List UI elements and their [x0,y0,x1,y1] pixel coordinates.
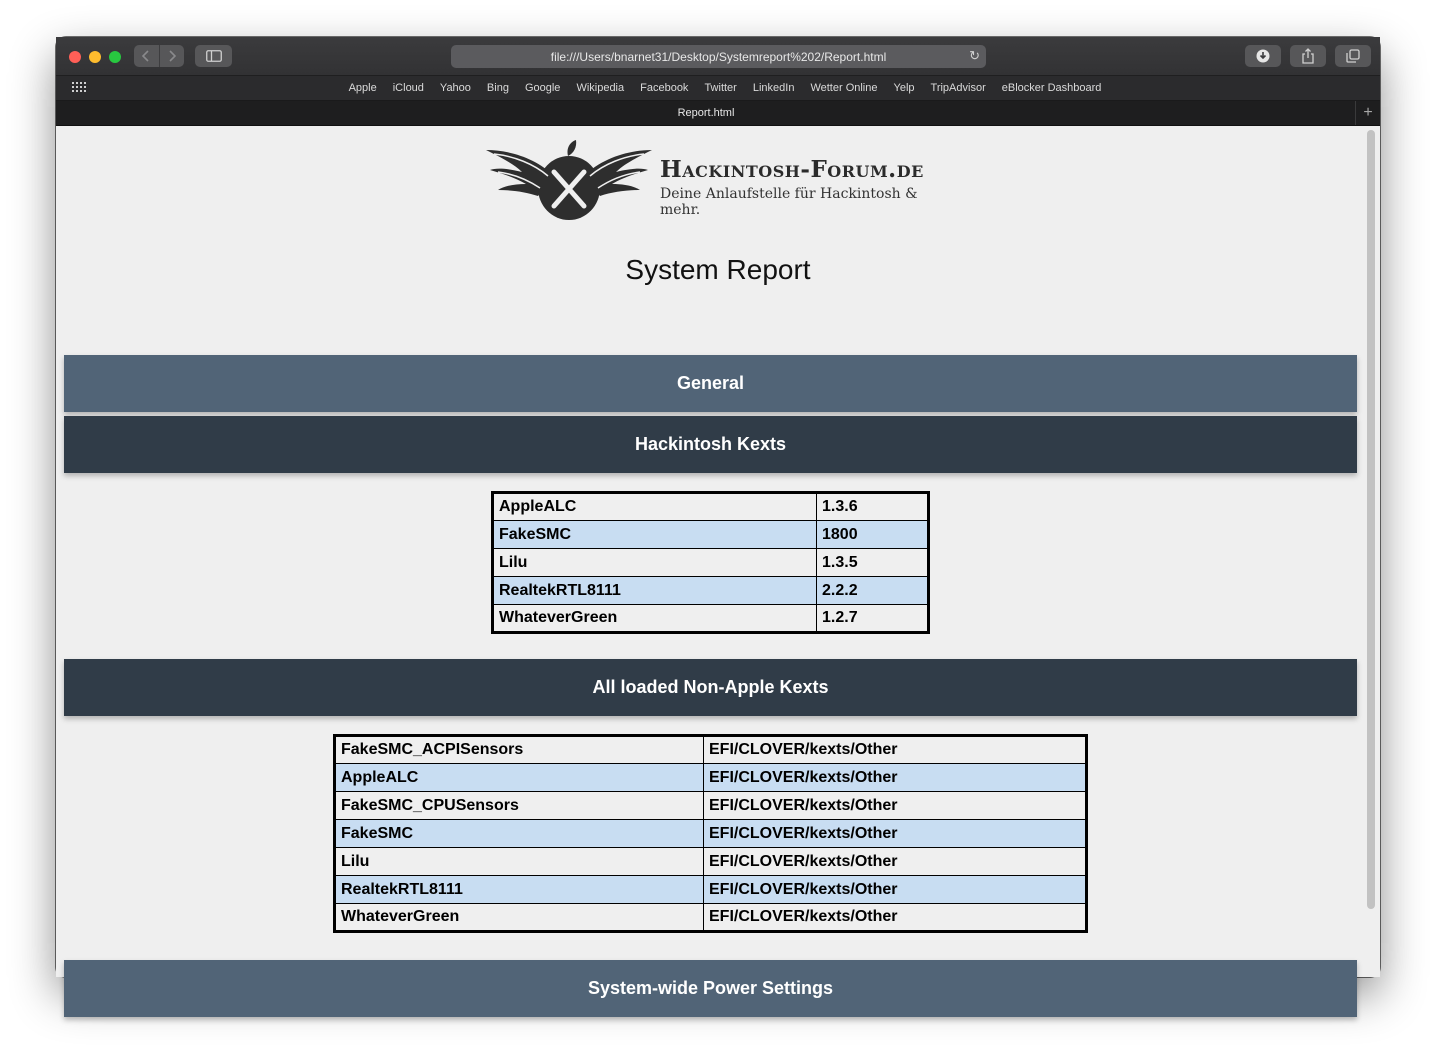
downloads-button[interactable] [1245,45,1281,67]
logo-subtitle: Deine Anlaufstelle für Hackintosh & mehr. [660,186,918,218]
forum-logo [484,136,934,222]
kext-path: EFI/CLOVER/kexts/Other [704,820,1087,848]
favorites-bar [56,76,1380,101]
winged-apple-logo-icon [484,136,654,222]
kext-name: RealtekRTL8111 [493,577,817,605]
table-row [335,848,1087,876]
download-icon [1256,49,1270,63]
sidebar-icon [206,50,222,62]
sidebar-toggle-button[interactable] [195,45,232,67]
tabs-overview-icon [1346,49,1360,63]
favorite-link[interactable]: eBlocker Dashboard [1001,82,1102,94]
kext-name: FakeSMC [493,521,817,549]
chevron-left-icon [142,50,150,62]
title-bar [56,37,1380,76]
table-row [493,493,929,521]
kext-path: EFI/CLOVER/kexts/Other [704,792,1087,820]
section-label: General [676,373,745,393]
section-general[interactable] [64,355,1357,412]
section-label: All loaded Non-Apple Kexts [592,677,829,697]
kext-path: EFI/CLOVER/kexts/Other [704,904,1087,932]
back-button[interactable] [134,45,159,67]
favorite-link[interactable]: Google [524,82,561,94]
section-label: Hackintosh Kexts [634,434,787,454]
kext-path: EFI/CLOVER/kexts/Other [704,876,1087,904]
forward-button[interactable] [159,45,185,67]
favorites-list [56,76,1380,100]
close-window-button[interactable] [69,51,81,63]
tab-bar [56,101,1380,126]
kext-name: FakeSMC_CPUSensors [335,792,704,820]
favorite-link[interactable]: TripAdvisor [930,82,986,94]
kext-version: 1.2.7 [817,605,929,633]
favorite-link[interactable]: Wetter Online [810,82,878,94]
share-icon [1301,48,1315,64]
favorite-link[interactable]: LinkedIn [752,82,795,94]
page-content [56,126,1380,998]
table-row [335,904,1087,932]
kext-path: EFI/CLOVER/kexts/Other [704,736,1087,764]
page-title: System Report [625,254,811,285]
section-power-settings[interactable] [64,960,1357,1017]
table-row [493,521,929,549]
vertical-scrollbar[interactable] [1367,130,1375,909]
table-row [335,764,1087,792]
kext-path: EFI/CLOVER/kexts/Other [704,848,1087,876]
kext-name: FakeSMC [335,820,704,848]
table-row [335,876,1087,904]
logo-title: Hackintosh-Forum.de [660,156,924,183]
tab-report[interactable] [56,101,1356,125]
kext-path: EFI/CLOVER/kexts/Other [704,764,1087,792]
kext-name: AppleALC [493,493,817,521]
kext-name: Lilu [335,848,704,876]
favorite-link[interactable]: Bing [486,82,509,94]
favorite-link[interactable]: Facebook [640,82,689,94]
favorite-link[interactable]: Apple [348,82,377,94]
minimize-window-button[interactable] [89,51,101,63]
table-row [493,577,929,605]
new-tab-button[interactable] [1355,101,1380,125]
table-row [335,736,1087,764]
section-hackintosh-kexts[interactable] [64,416,1357,473]
address-bar[interactable] [451,45,986,68]
favorite-link[interactable]: iCloud [392,82,424,94]
kext-name: WhateverGreen [335,904,704,932]
non-apple-kexts-table [333,734,1088,933]
tab-title: Report.html [677,107,735,119]
favorite-link[interactable]: Twitter [704,82,737,94]
kext-name: RealtekRTL8111 [335,876,704,904]
favorite-link[interactable]: Wikipedia [576,82,625,94]
browser-window [56,37,1380,998]
table-row [335,792,1087,820]
table-row [493,605,929,633]
url-text: file:///Users/bnarnet31/Desktop/Systemreport%202/Report.html [550,49,887,64]
table-row [493,549,929,577]
reload-icon[interactable]: ↻ [969,48,980,63]
section-label: System-wide Power Settings [587,978,834,998]
share-button[interactable] [1290,45,1326,67]
kext-name: AppleALC [335,764,704,792]
hackintosh-kexts-table [491,491,930,634]
favorite-link[interactable]: Yahoo [439,82,471,94]
plus-icon: + [1363,104,1373,121]
favorite-link[interactable]: Yelp [893,82,915,94]
kext-name: WhateverGreen [493,605,817,633]
kext-version: 1800 [817,521,929,549]
kext-version: 1.3.5 [817,549,929,577]
kext-name: FakeSMC_ACPISensors [335,736,704,764]
maximize-window-button[interactable] [109,51,121,63]
navigation-buttons [134,45,184,67]
kext-version: 2.2.2 [817,577,929,605]
table-row [335,820,1087,848]
kext-version: 1.3.6 [817,493,929,521]
section-non-apple-kexts[interactable] [64,659,1357,716]
chevron-right-icon [168,50,176,62]
kext-name: Lilu [493,549,817,577]
show-tabs-button[interactable] [1335,45,1371,67]
